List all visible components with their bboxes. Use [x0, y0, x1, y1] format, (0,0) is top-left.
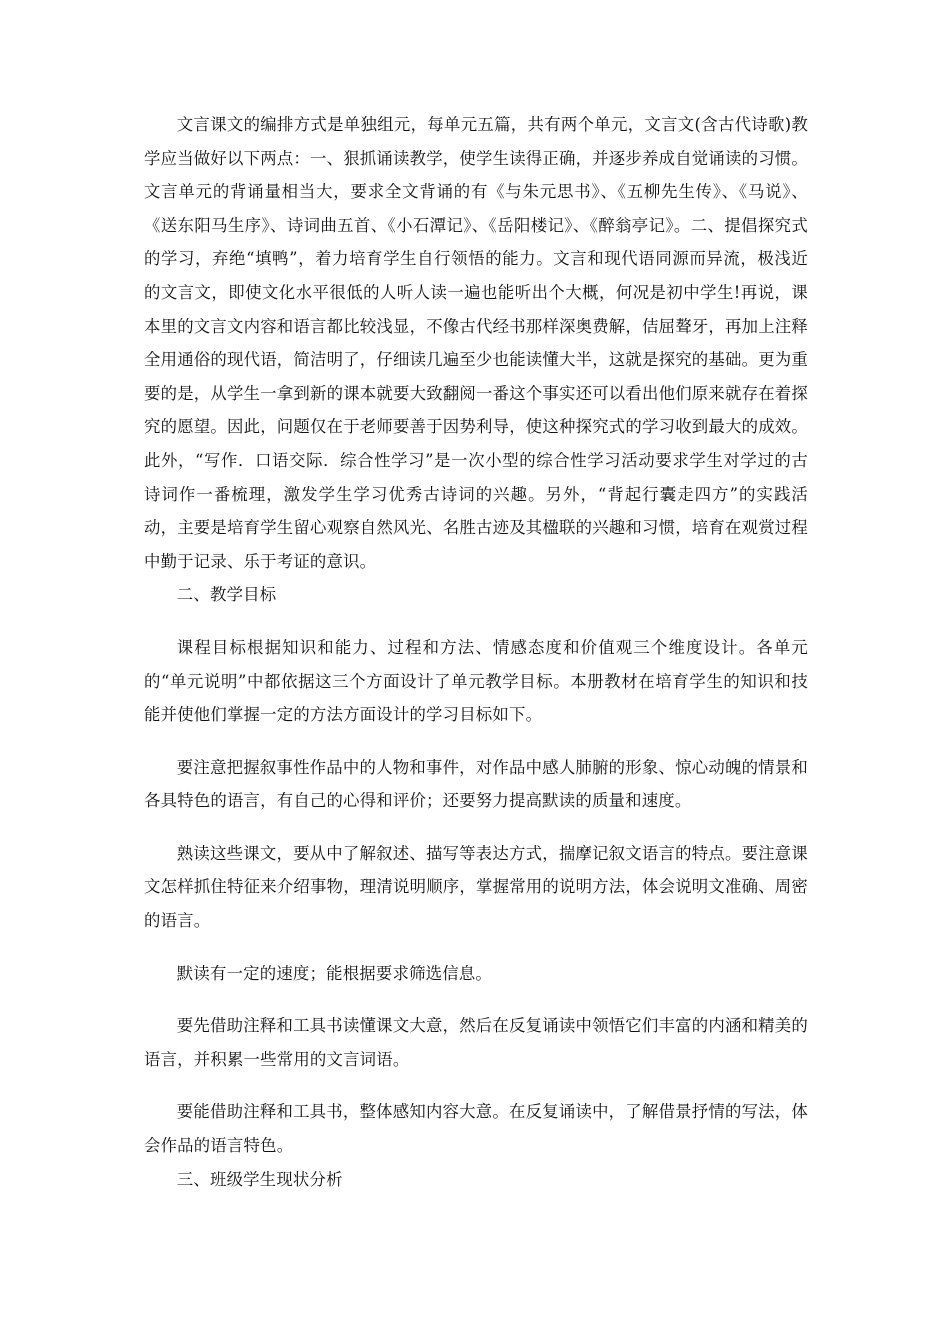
document-page [144, 108, 808, 1196]
paragraph-course-goals: 课程目标根据知识和能力、过程和方法、情感态度和价值观三个维度设计。各单元的“单元说明”中都依据这三个方面设计了单元教学目标。本册教材在培育学生的知识和技能并使他们掌握一定的方法方面设计的学习目标如下。 [144, 637, 808, 725]
section-heading-teaching-goals: 二、教学目标 [176, 585, 277, 605]
paragraph-narrative-works: 要注意把握叙事性作品中的人物和事件，对作品中感人肺腑的形象、惊心动魄的情景和各具特色的语言，有自己的心得和评价；还要努力提高默读的质量和速度。 [144, 757, 808, 811]
section-heading-student-analysis: 三、班级学生现状分析 [176, 1169, 343, 1189]
paragraph-classical-texts: 文言课文的编排方式是单独组元，每单元五篇，共有两个单元，文言文(含古代诗歌)教学应当做好以下两点：一、狠抓诵读教学，使学生读得正确，并逐步养成自觉诵读的习惯。文言单元的背诵量相当大，要求全文背诵的有《与朱元思书》、《五柳先生传》、《马说》、《送东阳马生序》、诗词曲五首、《小石潭记》、《岳阳楼记》、《醉翁亭记》。二、提倡探究式的学习，弃绝“填鸭”，着力培育学生自行领悟的能力。文言和现代语同源而异流，极浅近的文言文，即使文化水平很低的人听人读一遍也能听出个大概，何况是初中学生!再说，课本里的文言文内容和语言都比较浅显，不像古代经书那样深奥费解，佶屈聱牙，再加上注释全用通俗的现代语，简洁明了，仔细读几遍至少也能读懂大半，这就是探究的基础。更为重要的是，从学生一拿到新的课本就要大致翻阅一番这个事实还可以看出他们原来就存在着探究的愿望。因此，问题仅在于老师要善于因势利导，使这种探究式的学习收到最大的成效。此外，“写作．口语交际．综合性学习”是一次小型的综合性学习活动要求学生对学过的古诗词作一番梳理，激发学生学习优秀古诗词的兴趣。另外，“背起行囊走四方”的实践活动，主要是培育学生留心观察自然风光、名胜古迹及其楹联的兴趣和习惯，培育在观赏过程中勤于记录、乐于考证的意识。 [144, 115, 808, 571]
paragraph-expository-texts: 熟读这些课文，要从中了解叙述、描写等表达方式，揣摩记叙文语言的特点。要注意课文怎样抓住特征来介绍事物，理清说明顺序，掌握常用的说明方法，体会说明文准确、周密的语言。 [144, 843, 808, 931]
paragraph-silent-reading: 默读有一定的速度；能根据要求筛选信息。 [176, 963, 493, 983]
paragraph-poetry-reading: 要能借助注释和工具书，整体感知内容大意。在反复诵读中，了解借景抒情的写法，体会作品的语言特色。 [144, 1102, 808, 1156]
paragraph-classical-vocab: 要先借助注释和工具书读懂课文大意，然后在反复诵读中领悟它们丰富的内涵和精美的语言，并积累一些常用的文言词语。 [144, 1016, 808, 1069]
